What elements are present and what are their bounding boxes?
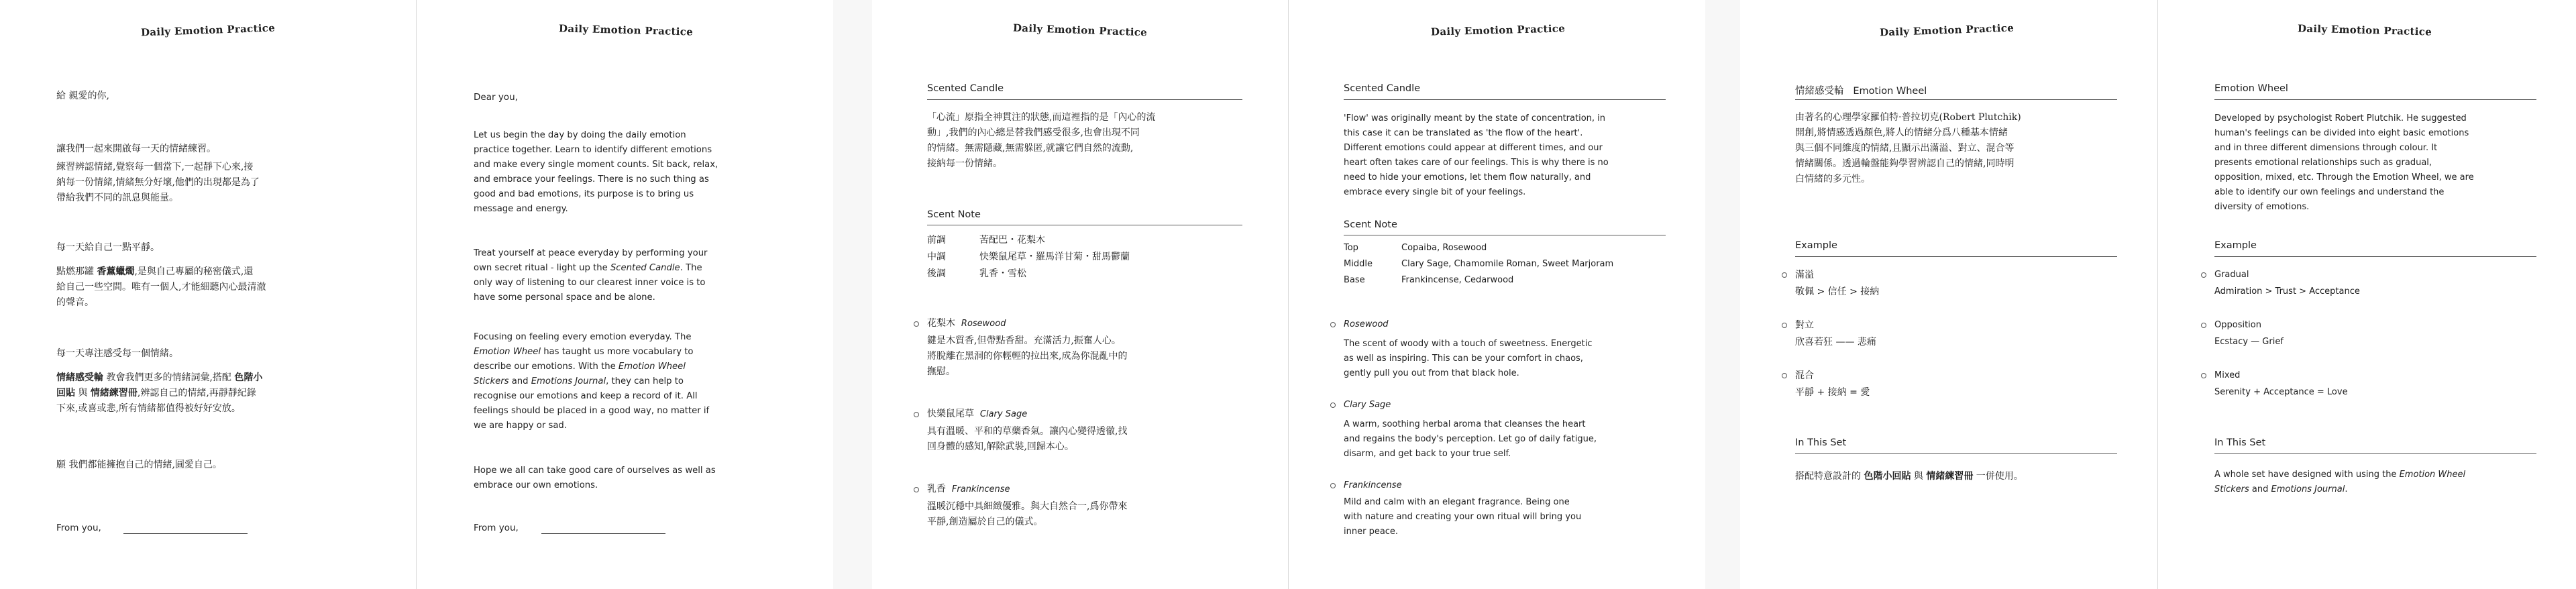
scent-note-key: Base [1344, 275, 1365, 285]
page-wheel-en [2158, 0, 2576, 589]
bullet-icon [1782, 272, 1787, 278]
sticker-name: Emotion Wheel Stickers [474, 362, 686, 386]
in-this-set-body [2214, 468, 2465, 497]
bullet-icon [2201, 373, 2206, 378]
example-name: 滿溢 [1795, 270, 1814, 280]
paragraph-intro: Let us begin the day by doing the daily emotion practice together. Learn to identify different emotions and make every single moment counts. Sit back, relax, and embrace your feelings. There is no such thing as good and bad emotions, its purpose is to bring us message and energy. [474, 130, 718, 214]
scent-note-key: 後調 [927, 268, 946, 279]
example-name: Opposition [2214, 320, 2261, 330]
intro-body: 練習辨認情緒,覺察每一個當下,一起靜下心來,接 納每一份情緒,情緒無分好壞,他們的出現都是為了 帶給我們不同的訊息與能量。 [56, 162, 260, 203]
page-header: Daily Emotion Practice [2297, 22, 2432, 38]
section-body: 「心流」原指全神貫注的狀態,而這裡指的是「內心的流 動」,我們的內心總是替我們感受很多,也會出現不同 的情緒。無需隱藏,無需躲匿,就讓它們自然的流動, 接納每一份情緒。 [927, 112, 1156, 169]
scent-note-title: Scent Note [1344, 219, 1397, 230]
item-title-zh: 乳香 [927, 484, 946, 494]
section-title: Emotion Wheel [2214, 83, 2288, 94]
bullet-icon [2201, 272, 2206, 278]
bullet-icon [1782, 373, 1787, 378]
item-title-en: Rosewood [961, 319, 1006, 329]
example-value: Admiration > Trust > Acceptance [2214, 286, 2360, 297]
item-title [927, 406, 1027, 423]
page-candle-zh [872, 0, 1288, 589]
item-body: Mild and calm with an elegant fragrance. Being one with nature and creating your own ritual will bring you inner peace. [1344, 497, 1582, 537]
paragraph-text: Treat yourself at peace everyday by performing your own secret ritual - light up the [474, 248, 708, 273]
section-rule [927, 99, 1242, 100]
example-value: 平靜 + 接納 = 愛 [1795, 387, 1870, 398]
in-this-set-body [1795, 468, 2023, 484]
page-wheel-zh [1740, 0, 2157, 589]
candle-text-post: ,是與自己專屬的秘密儀式,還 給自己一些空間。唯有一個人,才能細聽內心最清澈 的聲音。 [56, 266, 266, 308]
section-rule [2214, 256, 2536, 257]
item-title-zh: 快樂鼠尾草 [927, 409, 974, 419]
sheet-candle [872, 0, 1705, 589]
item-body: The scent of woody with a touch of sweetness. Energetic as well as inspiring. This can be your comfort in chaos, gently pull you out from that black hole. [1344, 339, 1593, 378]
signature-label: From you, [56, 523, 101, 533]
bullet-icon [2201, 323, 2206, 328]
scent-note-value: Copaiba, Rosewood [1401, 243, 1487, 253]
example-value: Serenity + Acceptance = Love [2214, 387, 2348, 397]
candle-body [56, 264, 266, 311]
example-title: Example [2214, 240, 2257, 251]
journal-name: Emotions Journal [531, 376, 606, 386]
item-body: A warm, soothing herbal aroma that cleanses the heart and regains the body's perception. Let go of daily fatigue, disarm, and get back to your true self. [1344, 419, 1597, 459]
section-body: 由著名的心理學家羅伯特·普拉切克(Robert Plutchik) 開創,將情感透過顏色,將人的情緒分爲八種基本情緒 與三個不同維度的情緒,且顯示出滿溢、對立、混合等 情緒關係。透過輪盤能夠學習辨認自己的情緒,同時明 白情緒的多元性。 [1795, 112, 2021, 184]
signature-label: From you, [474, 523, 519, 533]
section-rule [1344, 99, 1666, 100]
bullet-icon [914, 412, 919, 417]
section-rule [1795, 99, 2117, 100]
bullet-icon [914, 487, 919, 492]
signature-line[interactable] [123, 533, 248, 534]
focus-body [56, 370, 262, 417]
item-title: Frankincense [1344, 480, 1402, 490]
sheet-gap [833, 0, 872, 589]
example-name: Gradual [2214, 270, 2249, 280]
paragraph-focus [474, 330, 709, 433]
example-value: Ecstacy — Grief [2214, 337, 2284, 347]
signature-line[interactable] [541, 533, 665, 534]
sticker-name: 色階小回貼 [1864, 471, 1911, 482]
bullet-icon [914, 321, 919, 327]
candle-heading: 每一天給自己一點平靜。 [56, 242, 160, 253]
item-title-zh: 花梨木 [927, 318, 955, 329]
example-value: 欣喜若狂 —— 悲痛 [1795, 337, 1876, 347]
section-title-zh: 情緒感受輪 [1795, 86, 1844, 97]
section-rule [1795, 256, 2117, 257]
item-body: 溫暖沉穩中具細緻優雅。與大自然合一,爲你帶來 平靜,創造屬於自己的儀式。 [927, 501, 1128, 527]
item-title [927, 315, 1006, 332]
paragraph-text: . The only way of listening to our clearest inner voice is to have some personal space and be alone. [474, 263, 706, 303]
scent-note-key: Top [1344, 243, 1358, 253]
item-title-en: Clary Sage [979, 409, 1028, 419]
item-body: 具有溫暖、平和的草藥香氣。讓內心變得透徹,找 回身體的感知,解除武裝,回歸本心。 [927, 426, 1128, 452]
focus-text: 教會我們更多的情緒詞彙,搭配 [103, 372, 235, 383]
set-text: 搭配特意設計的 [1795, 471, 1864, 482]
paragraph-text: and [508, 376, 531, 386]
sheet-wheel [1740, 0, 2576, 589]
section-body: 'Flow' was originally meant by the state of concentration, in this case it can be translated as 'the flow of the heart'. Different emotions could appear at different times, and our heart often takes care of our feelings. This is why there is no need to hide your emotions, let them flow naturally, and embrace every single bit of your feelings. [1344, 113, 1609, 197]
candle-name: Scented Candle [610, 263, 680, 273]
page-candle-en [1289, 0, 1705, 589]
sheet-letter [0, 0, 833, 589]
paragraph-closing: Hope we all can take good care of ourselves as well as embrace our own emotions. [474, 466, 716, 490]
example-name: 對立 [1795, 320, 1814, 331]
set-text: . [2345, 484, 2348, 494]
item-body: 鍵是木質香,但帶點香甜。充滿活力,振奮人心。 將脫離在黑洞的你輕輕的拉出來,成為你混亂中的 撫慰。 [927, 335, 1128, 377]
candle-name: 香薰蠟燭 [97, 266, 135, 277]
page-header: Daily Emotion Practice [1430, 22, 1566, 38]
scent-note-key: 中調 [927, 252, 946, 262]
bullet-icon [1330, 322, 1336, 327]
page-letter-en [417, 0, 833, 589]
scent-note-value: 苦配巴・花梨木 [979, 235, 1045, 246]
journal-name: Emotions Journal [2271, 484, 2345, 494]
in-this-set-title: In This Set [1795, 437, 1847, 448]
example-title: Example [1795, 240, 1837, 251]
page-letter-zh [0, 0, 416, 589]
item-title-en: Frankincense [951, 484, 1010, 494]
intro-line: 讓我們一起來開啟每一天的情緒練習。 [56, 144, 216, 154]
paragraph-text: , they can help to recognise our emotions and keep a record of it. All feelings should be placed in a good way, no matter if we are happy or sad. [474, 376, 710, 431]
section-rule [2214, 453, 2536, 454]
focus-text: ,辨認自己的情緒,再靜靜紀錄 下來,或喜或悲,所有情緒都值得被好好安放。 [56, 388, 256, 414]
page-header: Daily Emotion Practice [1879, 21, 2015, 39]
bullet-icon [1330, 483, 1336, 488]
page-header: Daily Emotion Practice [140, 21, 276, 39]
sticker-name: Emotion Wheel Stickers [2214, 470, 2466, 494]
section-rule [2214, 99, 2536, 100]
section-title [1795, 83, 1927, 97]
scent-note-key: Middle [1344, 259, 1373, 269]
focus-heading: 每一天專注感受每一個情緒。 [56, 348, 178, 359]
section-title-en: Emotion Wheel [1853, 86, 1927, 97]
page-header: Daily Emotion Practice [1012, 21, 1148, 39]
section-title: Scented Candle [927, 83, 1004, 94]
wheel-name: Emotion Wheel [474, 347, 541, 357]
section-title: Scented Candle [1344, 83, 1421, 94]
scent-note-value: Frankincense, Cedarwood [1401, 275, 1514, 285]
item-title [927, 481, 1010, 498]
bullet-icon [1330, 403, 1336, 408]
scent-note-title: Scent Note [927, 209, 981, 220]
focus-text: 與 [75, 388, 91, 398]
journal-name: 情緒練習冊 [90, 388, 138, 398]
page-header: Daily Emotion Practice [558, 22, 694, 38]
set-text: 一併使用。 [1973, 471, 2023, 482]
closing: 願 我們都能擁抱自己的情緒,圓愛自己。 [56, 460, 222, 470]
bullet-icon [1782, 323, 1787, 328]
section-rule [1795, 453, 2117, 454]
set-text: 與 [1911, 471, 1927, 482]
scent-note-value: 乳香・雪松 [979, 268, 1026, 279]
sheet-gap [1705, 0, 1740, 589]
journal-name: 情緒練習冊 [1926, 471, 1974, 482]
greeting: Dear you, [474, 92, 518, 103]
candle-text-pre: 點燃那罐 [56, 266, 97, 277]
paragraph-candle [474, 246, 707, 305]
set-text: and [2249, 484, 2271, 494]
example-name: Mixed [2214, 370, 2241, 380]
item-title: Rosewood [1344, 319, 1389, 329]
item-title: Clary Sage [1344, 400, 1391, 410]
example-name: 混合 [1795, 370, 1814, 381]
scent-note-value: Clary Sage, Chamomile Roman, Sweet Marjoram [1401, 259, 1614, 269]
wheel-name: 情緒感受輪 [56, 372, 103, 383]
greeting: 給 親愛的你, [56, 91, 109, 101]
paragraph-text: Focusing on feeling every emotion everyday. The [474, 332, 692, 342]
sticker-name: 色階小 回貼 [56, 372, 263, 398]
section-body: Developed by psychologist Robert Plutchik. He suggested human's feelings can be divided into eight basic emotions and in three different dimensions through colour. It presents emotional relationships such as gradual, opposition, mixed, etc. Through the Emotion Wheel, we are able to identify our own feelings and understand the diversity of emotions. [2214, 113, 2474, 212]
example-value: 敬佩 > 信任 > 接納 [1795, 286, 1880, 297]
set-text: A whole set have designed with using the [2214, 470, 2400, 480]
in-this-set-title: In This Set [2214, 437, 2266, 448]
scent-note-value: 快樂鼠尾草・羅馬洋甘菊・甜馬鬱蘭 [979, 252, 1130, 262]
scent-note-key: 前調 [927, 235, 946, 246]
paragraph-text: has taught us more vocabulary to describe our emotions. With the [474, 347, 694, 372]
